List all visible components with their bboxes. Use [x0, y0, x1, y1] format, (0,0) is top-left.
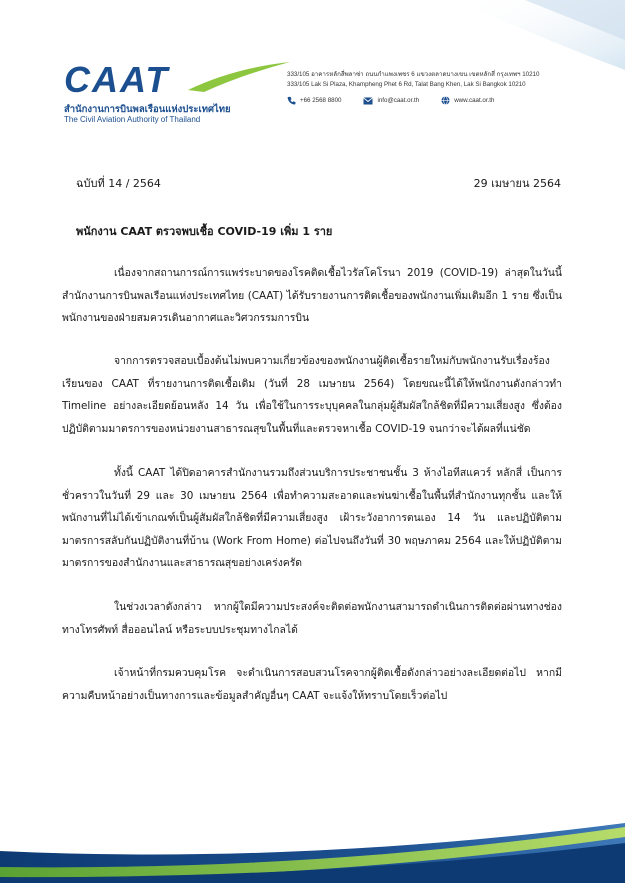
body-paragraph-4 — [62, 596, 562, 641]
paragraph-text: เจ้าหน้าที่กรมควบคุมโรค จะดำเนินการสอบสวนโรคจากผู้ติดเชื้อดังกล่าวอย่างละเอียดต่อไป หากมีความคืบหน้าอย่างเป็นทางการและข้อมูลสำคัญอื่นๆ CAAT จะแจ้งให้ทราบโดยเร็วต่อไป — [62, 667, 562, 702]
footer-swoosh-graphic — [0, 793, 625, 883]
website-url: www.caat.or.th — [454, 97, 495, 104]
address-english: 333/105 Lak Si Plaza, Khampheng Phet 6 Rd, Talat Bang Khen, Lak Si Bangkok 10210 — [287, 81, 526, 88]
email-icon — [363, 97, 373, 105]
document-date: 29 เมษายน 2564 — [473, 177, 561, 190]
paragraph-text: ทั้งนี้ CAAT ได้ปิดอาคารสำนักงานรวมถึงส่วนบริการประชาชนชั้น 3 ห้างไอทีสแควร์ หลักสี่ เป็นการชั่วคราวในวันที่ 29 และ 30 เมษายน 2564 เพื่อทำความสะอาดและพ่นฆ่าเชื้อในพื้นที่สำนักงานทุกชั้น และให้พนักงานที่ไม่ได้เข้าเกณฑ์เป็นผู้สัมผัสใกล้ชิดที่มีความเสี่ยงสูง เฝ้าระวังอาการตนเอง 14 วัน และปฏิบัติตามมาตรการสลับกันปฏิบัติงานที่บ้าน (Work From Home) ต่อไปจนถึงวันที่ 30 พฤษภาคม 2564 และให้ปฏิบัติตามมาตรการของสำนักงานและสาธารณสุขอย่างเคร่งครัด — [62, 467, 562, 569]
contact-website — [441, 96, 494, 105]
contact-email — [363, 97, 419, 105]
logo-swoosh-icon — [184, 60, 294, 94]
paragraph-text: เนื่องจากสถานการณ์การแพร่ระบาดของโรคติดเชื้อไวรัสโคโรนา 2019 (COVID-19) ล่าสุดในวันนี้ สำนักงานการบินพลเรือนแห่งประเทศไทย (CAAT) ได้รับรายงานการติดเชื้อของพนักงานเพิ่มเติมอีก 1 ราย ซึ่งเป็นพนักงานของฝ่ายสมควรเดินอากาศและวิศวกรรมการบิน — [62, 267, 562, 324]
address-thai: 333/105 อาคารหลักสี่พลาซ่า ถนนกำแพงเพชร 6 แขวงตลาดบางเขน เขตหลักสี่ กรุงเทพฯ 10210 — [287, 71, 540, 78]
phone-number: +66 2568 8800 — [300, 97, 342, 104]
phone-icon — [287, 96, 296, 105]
paragraph-text: จากการตรวจสอบเบื้องต้นไม่พบความเกี่ยวข้องของพนักงานผู้ติดเชื้อรายใหม่กับพนักงานรับเรื่องร้องเรียนของ CAAT ที่รายงานการติดเชื้อเดิม (วันที่ 28 เมษายน 2564) โดยขณะนี้ได้ให้พนักงานดังกล่าวทำ Timeline อย่างละเอียดย้อนหลัง 14 วัน เพื่อใช้ในการระบุบุคคลในกลุ่มผู้สัมผัสใกล้ชิดที่มีความเสี่ยงสูง ซึ่งต้องปฏิบัติตามมาตรการของหน่วยงานสาธารณสุขในพื้นที่และตรวจหาเชื้อ COVID-19 จนกว่าจะได้ผลที่แน่ชัด — [62, 355, 562, 435]
contact-row — [287, 96, 587, 105]
letterhead-address — [287, 70, 587, 105]
paragraph-text: ในช่วงเวลาดังกล่าว หากผู้ใดมีความประสงค์จะติดต่อพนักงานสามารถดำเนินการติดต่อผ่านทางช่องทางโทรศัพท์ สื่อออนไลน์ หรือระบบประชุมทางไกลได้ — [62, 601, 562, 636]
body-paragraph-5 — [62, 662, 562, 707]
document-title: พนักงาน CAAT ตรวจพบเชื้อ COVID-19 เพิ่ม 1 ราย — [76, 225, 333, 238]
contact-phone — [287, 96, 341, 105]
org-name-english: The Civil Aviation Authority of Thailand — [64, 115, 201, 124]
document-number: ฉบับที่ 14 / 2564 — [76, 177, 161, 190]
body-paragraph-2 — [62, 350, 562, 440]
org-name-thai: สำนักงานการบินพลเรือนแห่งประเทศไทย — [64, 104, 231, 115]
body-paragraph-1 — [62, 262, 562, 330]
email-address: info@caat.or.th — [377, 97, 420, 104]
globe-icon — [441, 96, 450, 105]
caat-logo — [64, 59, 264, 126]
body-paragraph-3 — [62, 462, 562, 575]
logo-wordmark: CAAT — [64, 59, 170, 100]
